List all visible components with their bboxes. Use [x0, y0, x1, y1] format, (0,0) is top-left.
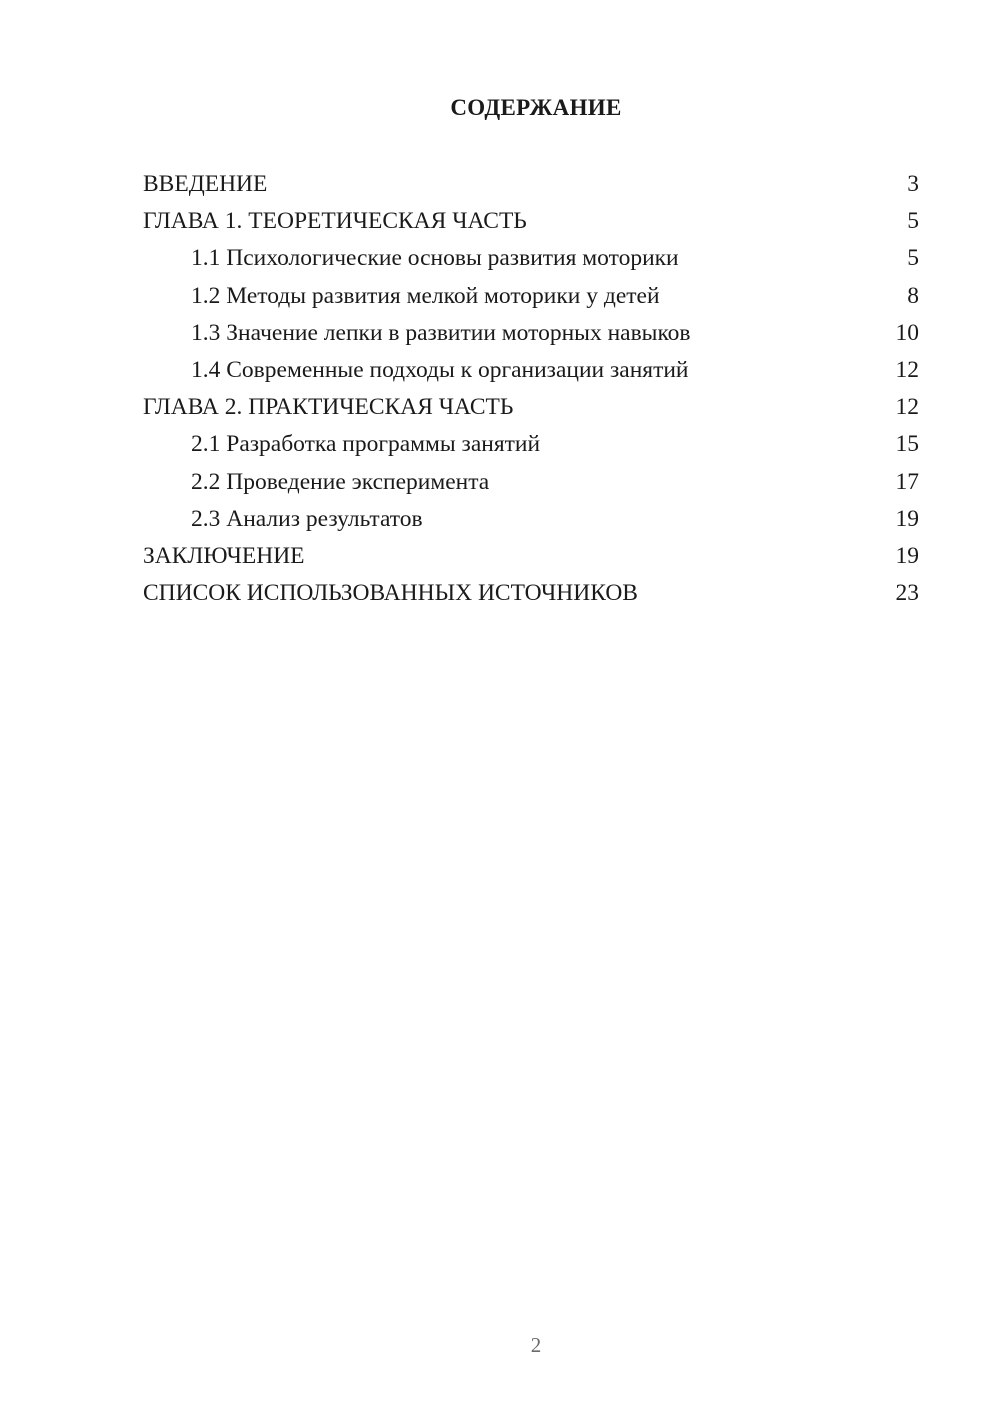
toc-entry-page: 19: [895, 505, 919, 532]
toc-entry-label: ГЛАВА 2. ПРАКТИЧЕСКАЯ ЧАСТЬ: [143, 394, 514, 421]
toc-entry-section-2-1[interactable]: [143, 426, 919, 463]
toc-entry-section-1-3[interactable]: [143, 315, 919, 352]
toc-entry-chapter-1[interactable]: [143, 203, 919, 240]
toc-entry-page: 10: [895, 319, 919, 346]
toc-title: СОДЕРЖАНИЕ: [450, 95, 622, 120]
toc-entry-section-1-2[interactable]: [143, 278, 919, 315]
toc-entry-section-1-1[interactable]: [143, 240, 919, 277]
toc-entry-label: 2.3 Анализ результатов: [191, 505, 423, 532]
toc-entry-page: 3: [907, 171, 919, 197]
toc-entry-introduction[interactable]: [143, 166, 919, 203]
toc-entry-page: 5: [907, 245, 919, 272]
toc-entry-label: ГЛАВА 1. ТЕОРЕТИЧЕСКАЯ ЧАСТЬ: [143, 208, 527, 235]
toc-entry-page: 15: [895, 431, 919, 458]
toc-entry-page: 23: [895, 580, 919, 607]
toc-entry-page: 5: [907, 208, 919, 235]
toc-list: [143, 166, 919, 612]
toc-entry-label: 1.1 Психологические основы развития моторики: [191, 245, 679, 272]
toc-entry-label: ЗАКЛЮЧЕНИЕ: [143, 542, 305, 569]
toc-entry-page: 17: [895, 468, 919, 495]
toc-entry-label: 2.2 Проведение эксперимента: [191, 468, 490, 495]
toc-entry-page: 12: [895, 356, 919, 383]
toc-entry-label: ВВЕДЕНИЕ: [143, 171, 268, 197]
toc-entry-references[interactable]: [143, 575, 919, 612]
toc-entry-page: 19: [895, 542, 919, 569]
toc-entry-section-2-2[interactable]: [143, 464, 919, 501]
page-number: 2: [530, 1333, 542, 1357]
toc-entry-label: 1.3 Значение лепки в развитии моторных навыков: [191, 319, 691, 346]
toc-entry-label: 1.2 Методы развития мелкой моторики у детей: [191, 282, 660, 309]
toc-entry-label: СПИСОК ИСПОЛЬЗОВАННЫХ ИСТОЧНИКОВ: [143, 580, 638, 607]
toc-entry-label: 2.1 Разработка программы занятий: [191, 431, 541, 458]
toc-entry-section-1-4[interactable]: [143, 352, 919, 389]
toc-entry-chapter-2[interactable]: [143, 389, 919, 426]
toc-entry-page: 12: [895, 394, 919, 421]
toc-entry-label: 1.4 Современные подходы к организации занятий: [191, 356, 689, 383]
toc-entry-page: 8: [907, 282, 919, 309]
toc-entry-section-2-3[interactable]: [143, 501, 919, 538]
toc-entry-conclusion[interactable]: [143, 538, 919, 575]
